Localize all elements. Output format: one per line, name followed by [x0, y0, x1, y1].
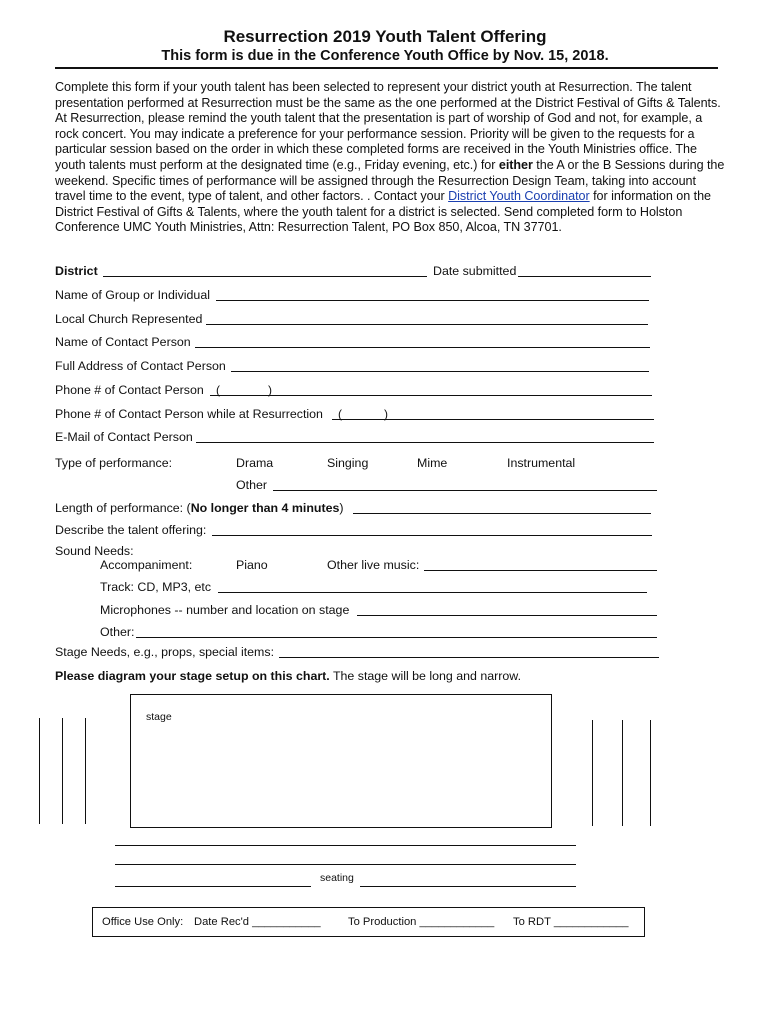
type-option-drama[interactable]: Drama — [236, 456, 274, 470]
header-divider — [55, 67, 718, 69]
other-live-music-label: Other live music: — [327, 558, 420, 572]
date-submitted-field[interactable] — [518, 276, 651, 277]
contact-phone-field[interactable] — [210, 395, 652, 396]
length-suffix: ) — [339, 501, 344, 515]
performance-type-label: Type of performance: — [55, 456, 173, 470]
diagram-instruction-bold: Please diagram your stage setup on this chart. — [55, 669, 330, 683]
length-label — [55, 500, 344, 516]
describe-label: Describe the talent offering: — [55, 523, 207, 537]
stage-diagram-area[interactable] — [130, 694, 552, 828]
group-name-label: Name of Group or Individual — [55, 288, 210, 302]
district-row — [55, 263, 655, 279]
other-sound-field[interactable] — [136, 637, 657, 638]
type-other-field[interactable] — [273, 490, 657, 491]
track-field[interactable] — [218, 592, 647, 593]
contact-address-label: Full Address of Contact Person — [55, 359, 226, 373]
type-option-mime[interactable]: Mime — [417, 456, 448, 470]
seating-line-3-left — [115, 886, 311, 887]
length-row — [55, 500, 655, 516]
microphones-label: Microphones -- number and location on stage — [100, 603, 350, 617]
email-row — [55, 429, 657, 445]
describe-row — [55, 522, 655, 538]
contact-phone-row — [55, 382, 655, 398]
contact-phone-label: Phone # of Contact Person — [55, 383, 204, 397]
office-to-rdt: To RDT ____________ — [513, 916, 629, 928]
performance-other-row — [55, 477, 657, 493]
office-to-production: To Production ____________ — [348, 916, 495, 928]
type-option-instrumental[interactable]: Instrumental — [507, 456, 576, 470]
phone-area-code-close: ) — [268, 383, 272, 397]
local-church-label: Local Church Represented — [55, 312, 203, 326]
piano-option[interactable]: Piano — [236, 558, 268, 572]
other-sound-label: Other: — [100, 625, 135, 639]
contact-name-field[interactable] — [195, 347, 650, 348]
contact-phone-resurrection-row — [55, 406, 657, 422]
diagram-instruction-text — [55, 668, 521, 684]
diagram-instruction — [55, 668, 655, 684]
other-live-music-field[interactable] — [424, 570, 657, 571]
stage-label: stage — [146, 711, 172, 723]
right-wing-line-1 — [592, 720, 593, 826]
seating-line-2 — [115, 864, 576, 865]
contact-phone-resurrection-field[interactable] — [332, 419, 654, 420]
group-row — [55, 287, 655, 303]
contact-phone-resurrection-label: Phone # of Contact Person while at Resurrection — [55, 407, 323, 421]
office-use-label: Office Use Only: — [102, 916, 184, 928]
stage-needs-label: Stage Needs, e.g., props, special items: — [55, 645, 275, 659]
right-wing-line-3 — [650, 720, 651, 826]
track-row — [55, 579, 655, 595]
type-other-label: Other — [236, 478, 267, 492]
page-subtitle: This form is due in the Conference Youth Office by Nov. 15, 2018. — [161, 48, 609, 64]
district-field[interactable] — [103, 276, 427, 277]
performance-type-row — [55, 455, 655, 471]
length-prefix: Length of performance: ( — [55, 501, 191, 515]
intro-text-3: for information on the District Festival of Gifts & Talents, where the youth talent for a district is selected. Send completed form to Holston Conference UMC Youth Ministries, Attn: Resurrection Talent, PO Box 850, Alcoa, TN 37701. — [55, 189, 711, 235]
office-date-recd: Date Rec'd ___________ — [194, 916, 321, 928]
intro-paragraph — [55, 80, 725, 236]
intro-bold-word: either — [498, 157, 533, 172]
track-label: Track: CD, MP3, etc — [100, 580, 212, 594]
diagram-instruction-rest: The stage will be long and narrow. — [329, 669, 522, 683]
district-youth-coordinator-link[interactable]: District Youth Coordinator — [448, 189, 590, 204]
other-sound-row — [55, 624, 659, 640]
seating-label: seating — [320, 872, 354, 884]
local-church-field[interactable] — [206, 324, 648, 325]
contact-address-row — [55, 358, 655, 374]
left-wing-line-1 — [39, 718, 40, 824]
email-label: E-Mail of Contact Person — [55, 430, 193, 444]
phone-resurrection-area-open: ( — [338, 407, 342, 421]
describe-field[interactable] — [212, 535, 652, 536]
group-name-field[interactable] — [216, 300, 649, 301]
page-title: Resurrection 2019 Youth Talent Offering — [223, 27, 547, 46]
left-wing-line-3 — [85, 718, 86, 824]
church-row — [55, 311, 655, 327]
phone-area-code-open: ( — [216, 383, 220, 397]
seating-line-1 — [115, 845, 576, 846]
right-wing-line-2 — [622, 720, 623, 826]
office-use-box — [92, 907, 645, 937]
length-field[interactable] — [353, 513, 651, 514]
district-label: District — [55, 264, 98, 278]
contact-address-field[interactable] — [231, 371, 649, 372]
seating-line-3-right — [360, 886, 576, 887]
phone-resurrection-area-close: ) — [384, 407, 388, 421]
contact-name-label: Name of Contact Person — [55, 335, 191, 349]
accompaniment-row — [55, 557, 659, 573]
contact-name-row — [55, 334, 655, 350]
microphones-field[interactable] — [357, 615, 657, 616]
stage-needs-field[interactable] — [279, 657, 659, 658]
intro-text-2: the A or the B Sessions during the weekend. Specific times of performance will be assigned through the Resurrection Design Team, taking into account travel time to the event, type of talent, and other factors. . Contact your — [55, 157, 725, 204]
date-submitted-label: Date submitted — [433, 264, 517, 278]
email-field[interactable] — [196, 442, 654, 443]
microphones-row — [55, 602, 659, 618]
stage-needs-row — [55, 644, 659, 660]
sound-needs-label: Sound Needs: — [55, 544, 134, 558]
intro-text-1: Complete this form if your youth talent has been selected to represent your district youth at Resurrection. The talent presentation performed at Resurrection must be the same as the one performed at the District Festival of Gifts & Talents. At Resurrection, please remind the youth talent that the presentation is part of worship of God and not, for example, a rock concert. You may indicate a preference for your performance session. Priority will be given to the requests for a particular session based on the order in which these completed forms are received in the Youth Ministries office. The youth talents must perform at the designated time (e.g., Friday evening, etc.) for — [55, 80, 721, 172]
accompaniment-label: Accompaniment: — [100, 558, 193, 572]
type-option-singing[interactable]: Singing — [327, 456, 369, 470]
left-wing-line-2 — [62, 718, 63, 824]
length-limit: No longer than 4 minutes — [190, 501, 340, 515]
